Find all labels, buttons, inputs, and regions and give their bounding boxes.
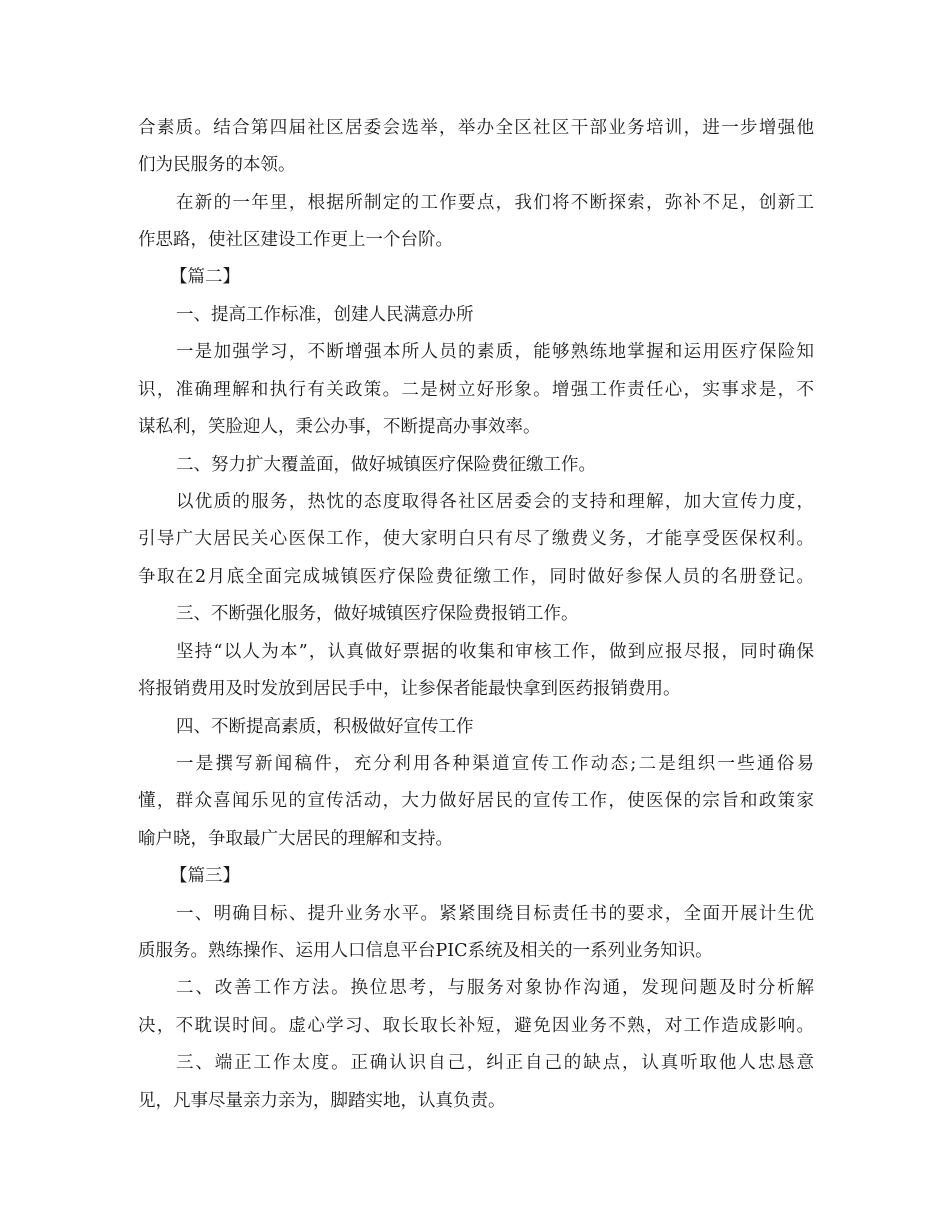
paragraph-line: 在新的一年里，根据所制定的工作要点，我们将不断探索，弥补不足，创新工 bbox=[176, 193, 814, 213]
section-heading: 【篇三】 bbox=[170, 866, 240, 886]
paragraph-line: 将报销费用及时发放到居民手中，让参保者能最快拿到医药报销费用。 bbox=[138, 679, 681, 699]
paragraph-line: 三、端正工作太度。正确认识自己，纠正自己的缺点，认真听取他人忠恳意 bbox=[176, 1053, 814, 1073]
paragraph-line: 一是加强学习，不断增强本所人员的素质，能够熟练地掌握和运用医疗保险知 bbox=[176, 342, 814, 362]
section-heading: 【篇二】 bbox=[170, 267, 240, 287]
paragraph-line: 质服务。熟练操作、运用人口信息平台PIC系统及相关的一系列业务知识。 bbox=[138, 941, 713, 961]
paragraph-line: 谋私利，笑脸迎人，秉公办事，不断提高办事效率。 bbox=[138, 417, 541, 437]
paragraph-line: 合素质。结合第四届社区居委会选举，举办全区社区干部业务培训，进一步增强他 bbox=[138, 118, 814, 138]
paragraph-line: 争取在2月底全面完成城镇医疗保险费征缴工作，同时做好参保人员的名册登记。 bbox=[138, 567, 814, 587]
paragraph-line: 识，准确理解和执行有关政策。二是树立好形象。增强工作责任心，实事求是，不 bbox=[138, 380, 814, 400]
section-subheading: 一、提高工作标准，创建人民满意办所 bbox=[176, 305, 474, 325]
paragraph-line: 一、明确目标、提升业务水平。紧紧围绕目标责任书的要求，全面开展计生优 bbox=[176, 904, 814, 924]
paragraph-line: 引导广大居民关心医保工作，使大家明白只有尽了缴费义务，才能享受医保权利。 bbox=[138, 529, 814, 549]
paragraph-line: 一是撰写新闻稿件，充分利用各种渠道宣传工作动态;二是组织一些通俗易 bbox=[176, 754, 814, 774]
paragraph-line: 二、改善工作方法。换位思考，与服务对象协作沟通，发现问题及时分析解 bbox=[176, 978, 814, 998]
section-subheading: 四、不断提高素质，积极做好宣传工作 bbox=[176, 717, 474, 737]
section-subheading: 三、不断强化服务，做好城镇医疗保险费报销工作。 bbox=[176, 604, 579, 624]
paragraph-line: 懂，群众喜闻乐见的宣传活动，大力做好居民的宣传工作，使医保的宗旨和政策家 bbox=[138, 791, 814, 811]
paragraph-line: 们为民服务的本领。 bbox=[138, 155, 296, 175]
paragraph-line: 坚持“以人为本”，认真做好票据的收集和审核工作，做到应报尽报，同时确保 bbox=[176, 642, 814, 662]
paragraph-line: 决，不耽误时间。虚心学习、取长取长补短，避免因业务不熟，对工作造成影响。 bbox=[138, 1016, 814, 1036]
paragraph-line: 喻户晓，争取最广大居民的理解和支持。 bbox=[138, 829, 453, 849]
paragraph-line: 作思路，使社区建设工作更上一个台阶。 bbox=[138, 230, 453, 250]
paragraph-line: 见，凡事尽量亲力亲为，脚踏实地，认真负责。 bbox=[138, 1091, 506, 1111]
section-subheading: 二、努力扩大覆盖面，做好城镇医疗保险费征缴工作。 bbox=[176, 455, 596, 475]
paragraph-line: 以优质的服务，热忱的态度取得各社区居委会的支持和理解，加大宣传力度， bbox=[176, 492, 814, 512]
